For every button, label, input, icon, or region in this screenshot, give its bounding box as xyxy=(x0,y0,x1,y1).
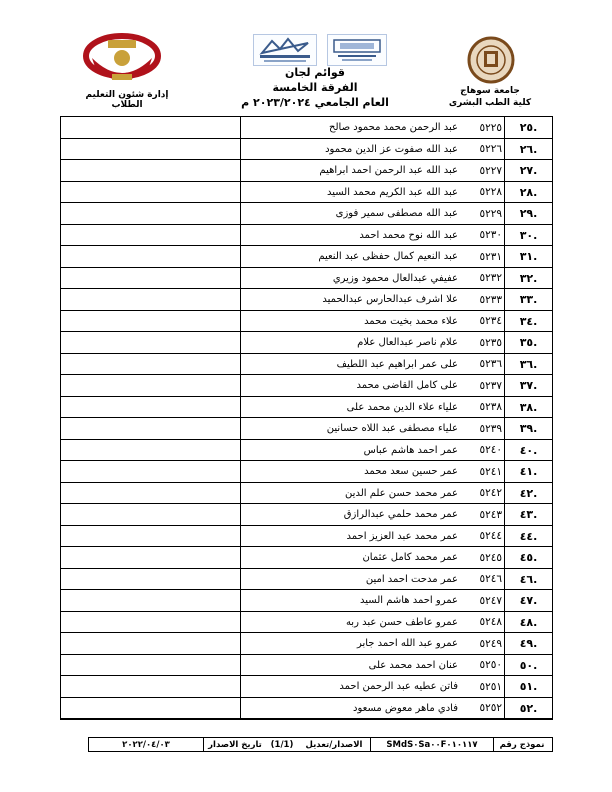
table-row xyxy=(61,461,552,483)
row-seat-number: ٥٢٢٩ xyxy=(479,207,502,220)
row-seat-number: ٥٢٣٣ xyxy=(479,293,502,306)
table-row xyxy=(61,397,552,419)
row-student-name: فادي ماهر معوض مسعود xyxy=(353,702,458,714)
row-serial: .٥٠ xyxy=(519,658,538,672)
row-seat-number: ٥٢٤٦ xyxy=(479,573,502,586)
row-blank-cell xyxy=(61,182,241,204)
row-blank-cell xyxy=(61,397,241,419)
issue-value: (1/1) xyxy=(270,739,294,750)
row-student-name: عمرو احمد هاشم السيد xyxy=(360,595,458,607)
row-seat-number: ٥٢٢٨ xyxy=(479,186,502,199)
row-seat-number: ٥٢٢٧ xyxy=(479,164,502,177)
row-seat-number: ٥٢٤٢ xyxy=(479,487,502,500)
table-row xyxy=(61,311,552,333)
table-row xyxy=(61,375,552,397)
row-serial: .٥٢ xyxy=(519,701,538,715)
row-serial: .٣١ xyxy=(519,250,538,264)
row-student-name: عنان احمد محمد على xyxy=(368,659,458,671)
row-seat-number: ٥٢٣٤ xyxy=(479,315,502,328)
footer-divider xyxy=(203,738,204,751)
row-seat-number: ٥٢٤٩ xyxy=(479,637,502,650)
row-seat-number: ٥٢٤٣ xyxy=(479,508,502,521)
row-serial: .٣٤ xyxy=(519,314,538,328)
row-blank-cell xyxy=(61,311,241,333)
row-blank-cell xyxy=(61,203,241,225)
row-serial: .٤٠ xyxy=(519,443,538,457)
form-number-value: SMdS٠Sa٠٠F٠١٠١١٧ xyxy=(386,739,478,750)
row-blank-cell xyxy=(61,633,241,655)
row-student-name: عبد النعيم كمال حفظى عبد النعيم xyxy=(318,251,458,263)
table-row xyxy=(61,117,552,139)
committee-list-table xyxy=(60,116,553,720)
row-serial: .٣٧ xyxy=(519,379,538,393)
table-row xyxy=(61,354,552,376)
row-student-name: علياء علاء الدين محمد على xyxy=(346,401,458,413)
table-row xyxy=(61,612,552,634)
department-label: إدارة شئون التعليم الطلاب xyxy=(85,90,169,110)
row-blank-cell xyxy=(61,547,241,569)
row-seat-number: ٥٢٤٠ xyxy=(479,444,502,457)
page-header xyxy=(0,0,612,120)
form-footer xyxy=(88,737,553,752)
row-seat-number: ٥٢٥٢ xyxy=(479,702,502,715)
table-row xyxy=(61,139,552,161)
university-name: جامعة سوهاج xyxy=(460,86,520,96)
row-serial: .٢٦ xyxy=(519,142,538,156)
row-seat-number: ٥٢٣٢ xyxy=(479,272,502,285)
row-student-name: علام ناصر عبدالعال علام xyxy=(357,337,458,349)
table-row xyxy=(61,590,552,612)
row-blank-cell xyxy=(61,526,241,548)
row-seat-number: ٥٢٢٦ xyxy=(479,143,502,156)
row-seat-number: ٥٢٣٧ xyxy=(479,379,502,392)
row-serial: .٤٩ xyxy=(519,637,538,651)
accreditation-logo-2 xyxy=(327,34,387,66)
row-blank-cell xyxy=(61,117,241,139)
accreditation-logo-1 xyxy=(253,34,317,66)
row-student-name: عمر محمد حلمي عبدالرازق xyxy=(343,509,458,521)
college-name: كلية الطب البشرى xyxy=(448,98,532,108)
academic-year-title: العام الجامعي ٢٠٢٣/٢٠٢٤ م xyxy=(241,96,389,109)
row-seat-number: ٥٢٤٥ xyxy=(479,551,502,564)
row-student-name: عبد الله عبد الكريم محمد السيد xyxy=(326,186,458,198)
row-blank-cell xyxy=(61,354,241,376)
row-student-name: عفيفي عبدالعال محمود وزيري xyxy=(332,272,458,284)
table-row xyxy=(61,633,552,655)
row-seat-number: ٥٢٥١ xyxy=(479,680,502,693)
row-blank-cell xyxy=(61,461,241,483)
row-student-name: عمرو عاطف حسن عبد ربه xyxy=(345,616,458,628)
table-row xyxy=(61,569,552,591)
row-blank-cell xyxy=(61,375,241,397)
row-blank-cell xyxy=(61,332,241,354)
row-blank-cell xyxy=(61,139,241,161)
footer-divider xyxy=(370,738,371,751)
table-row xyxy=(61,698,552,720)
row-student-name: فاتن عطيه عبد الرحمن احمد xyxy=(339,681,458,693)
row-serial: .٢٥ xyxy=(519,121,538,135)
table-row xyxy=(61,655,552,677)
row-seat-number: ٥٢٢٥ xyxy=(479,121,502,134)
issue-label: الاصدار/تعديل xyxy=(305,739,363,750)
row-serial: .٢٩ xyxy=(519,207,538,221)
table-row xyxy=(61,676,552,698)
row-blank-cell xyxy=(61,246,241,268)
row-student-name: عبد الله عبد الرحمن احمد ابراهيم xyxy=(319,165,458,177)
row-serial: .٤٦ xyxy=(519,572,538,586)
row-serial: .٣٥ xyxy=(519,336,538,350)
university-seal xyxy=(467,36,515,84)
row-serial: .٢٨ xyxy=(519,185,538,199)
table-row xyxy=(61,289,552,311)
table-row xyxy=(61,182,552,204)
row-serial: .٤٥ xyxy=(519,551,538,565)
row-student-name: علا اشرف عبدالحارس عبدالحميد xyxy=(322,294,458,306)
row-blank-cell xyxy=(61,440,241,462)
table-row xyxy=(61,203,552,225)
row-serial: .٥١ xyxy=(519,680,538,694)
document-title: قوائم لجان xyxy=(284,66,346,79)
table-row xyxy=(61,504,552,526)
row-seat-number: ٥٢٥٠ xyxy=(479,659,502,672)
row-blank-cell xyxy=(61,289,241,311)
table-row xyxy=(61,418,552,440)
row-blank-cell xyxy=(61,418,241,440)
row-student-name: عبد الله مصطفى سمير فوزى xyxy=(335,208,458,220)
row-seat-number: ٥٢٤٤ xyxy=(479,530,502,543)
row-serial: .٤٣ xyxy=(519,508,538,522)
row-student-name: عمرو عبد الله احمد جابر xyxy=(356,638,458,650)
row-student-name: عبد الله صفوت عز الدين محمود xyxy=(325,143,458,155)
row-blank-cell xyxy=(61,676,241,698)
row-student-name: عمر محمد عبد العزيز احمد xyxy=(346,530,458,542)
row-blank-cell xyxy=(61,504,241,526)
row-student-name: عمر حسين سعد محمد xyxy=(364,466,458,478)
row-blank-cell xyxy=(61,483,241,505)
row-serial: .٣٨ xyxy=(519,400,538,414)
table-row xyxy=(61,246,552,268)
row-seat-number: ٥٢٣١ xyxy=(479,250,502,263)
row-student-name: عبد الله نوح محمد احمد xyxy=(359,229,458,241)
row-blank-cell xyxy=(61,655,241,677)
row-serial: .٤١ xyxy=(519,465,538,479)
row-serial: .٣٣ xyxy=(519,293,538,307)
table-row xyxy=(61,225,552,247)
table-row xyxy=(61,440,552,462)
table-row xyxy=(61,526,552,548)
row-blank-cell xyxy=(61,612,241,634)
row-serial: .٢٧ xyxy=(519,164,538,178)
row-student-name: عمر احمد هاشم عباس xyxy=(363,444,458,456)
row-blank-cell xyxy=(61,590,241,612)
row-student-name: عبد الرحمن محمد محمود صالح xyxy=(329,122,458,134)
issue-date-label: تاريخ الاصدار xyxy=(208,739,262,750)
row-seat-number: ٥٢٣٦ xyxy=(479,358,502,371)
table-row xyxy=(61,160,552,182)
row-blank-cell xyxy=(61,268,241,290)
table-row xyxy=(61,547,552,569)
row-serial: .٣٦ xyxy=(519,357,538,371)
row-blank-cell xyxy=(61,225,241,247)
row-seat-number: ٥٢٤١ xyxy=(479,465,502,478)
row-student-name: على كامل القاضى محمد xyxy=(356,380,458,392)
row-serial: .٣٠ xyxy=(519,228,538,242)
row-seat-number: ٥٢٣٠ xyxy=(479,229,502,242)
footer-divider xyxy=(493,738,494,751)
row-seat-number: ٥٢٤٨ xyxy=(479,616,502,629)
table-row xyxy=(61,332,552,354)
row-serial: .٤٧ xyxy=(519,594,538,608)
year-level-title: الفرقة الخامسة xyxy=(272,81,358,94)
row-serial: .٤٤ xyxy=(519,529,538,543)
row-serial: .٣٩ xyxy=(519,422,538,436)
table-row xyxy=(61,268,552,290)
row-blank-cell xyxy=(61,698,241,720)
row-seat-number: ٥٢٣٩ xyxy=(479,422,502,435)
student-affairs-logo xyxy=(78,30,166,86)
row-seat-number: ٥٢٣٨ xyxy=(479,401,502,414)
issue-date-value: ٢٠٢٢/٠٤/٠٣ xyxy=(122,739,170,750)
form-number-label: نموذج رقم xyxy=(499,739,545,750)
row-student-name: على عمر ابراهيم عبد اللطيف xyxy=(336,358,458,370)
table-row xyxy=(61,483,552,505)
row-student-name: عمر محمد حسن علم الدين xyxy=(345,487,458,499)
row-seat-number: ٥٢٣٥ xyxy=(479,336,502,349)
row-blank-cell xyxy=(61,160,241,182)
row-blank-cell xyxy=(61,569,241,591)
row-student-name: عمر محمد كامل عثمان xyxy=(362,552,458,564)
row-serial: .٤٢ xyxy=(519,486,538,500)
row-student-name: عمر مدحت احمد امين xyxy=(365,573,458,585)
row-serial: .٤٨ xyxy=(519,615,538,629)
row-student-name: علياء مصطفى عبد اللاه حسانين xyxy=(326,423,458,435)
row-serial: .٣٢ xyxy=(519,271,538,285)
row-student-name: علاء محمد بخيت محمد xyxy=(364,315,458,327)
row-seat-number: ٥٢٤٧ xyxy=(479,594,502,607)
